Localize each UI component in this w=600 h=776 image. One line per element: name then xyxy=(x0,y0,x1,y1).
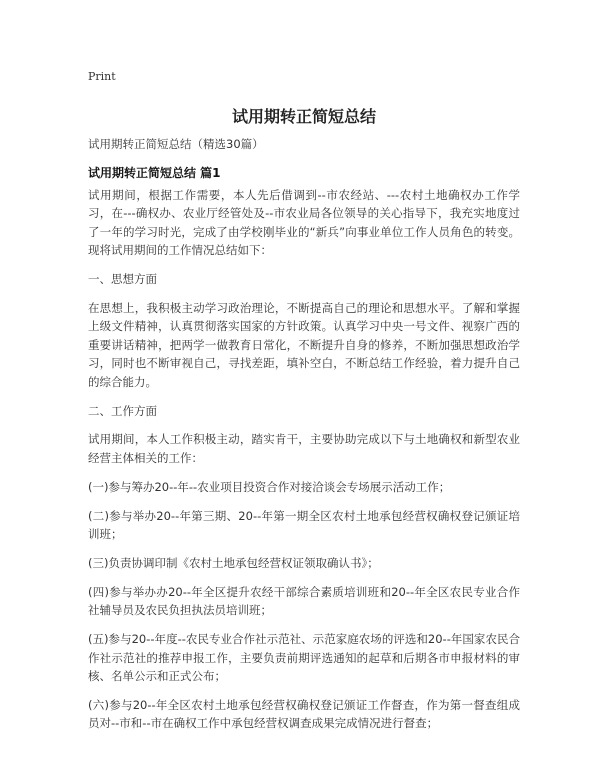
document-subtitle: 试用期转正简短总结（精选30篇） xyxy=(88,137,264,151)
list-item: (六)参与20--年全区农村土地承包经营权确权登记颁证工作督查，作为第一督查组成员对--市和--市在确权工作中承包经营权调查成果完成情况进行督查； xyxy=(88,697,520,731)
paragraph: 试用期间，根据工作需要，本人先后借调到--市农经站、---农村土地确权办工作学习，在---确权办、农业厅经管处及--市农业局各位领导的关心指导下，我充实地度过了一年的学习时光，完成了由学校刚毕业的“新兵”向事业单位工作人员角色的转变。现将试用期间的工作情况总结如下： xyxy=(88,188,520,258)
list-item: (三)负责协调印制《农村土地承包经营权证领取确认书》； xyxy=(88,556,379,570)
document-body xyxy=(88,186,520,743)
document-title: 试用期转正简短总结 xyxy=(231,107,376,126)
list-item: (四)参与举办办20--年全区提升农经干部综合素质培训班和20--年全区农民专业合作社辅导员及农民负担执法员培训班； xyxy=(88,584,520,618)
paragraph: 在思想上，我积极主动学习政治理论，不断提高自己的理论和思想水平。了解和掌握上级文件精神，认真贯彻落实国家的方针政策。认真学习中央一号文件、视察广西的重要讲话精神，把两学一做教育日常化，不断提升自身的修养，不断加强思想政治学习，同时也不断审视自己，寻找差距，填补空白，不断总结工作经验，着力提升自己的综合能力。 xyxy=(88,301,520,389)
print-link[interactable]: Print xyxy=(88,70,116,83)
list-item: (二)参与举办20--年第三期、20--年第一期全区农村土地承包经营权确权登记颁证培训班； xyxy=(88,508,520,542)
list-item: (一)参与筹办20--年--农业项目投资合作对接洽谈会专场展示活动工作； xyxy=(88,479,451,494)
paragraph: 试用期间，本人工作积极主动，踏实肯干，主要协助完成以下与土地确权和新型农业经营主体相关的工作： xyxy=(88,432,520,465)
section-heading: 试用期转正简短总结 篇1 xyxy=(88,166,221,180)
list-item: (五)参与20--年度--农民专业合作社示范社、示范家庭农场的评选和20--年国家农民合作社示范社的推荐申报工作，主要负责前期评选通知的起草和后期各市申报材料的审核、名单公示和正式公布； xyxy=(88,632,520,684)
paragraph-heading: 一、思想方面 xyxy=(88,272,157,287)
paragraph-heading: 二、工作方面 xyxy=(88,403,157,418)
